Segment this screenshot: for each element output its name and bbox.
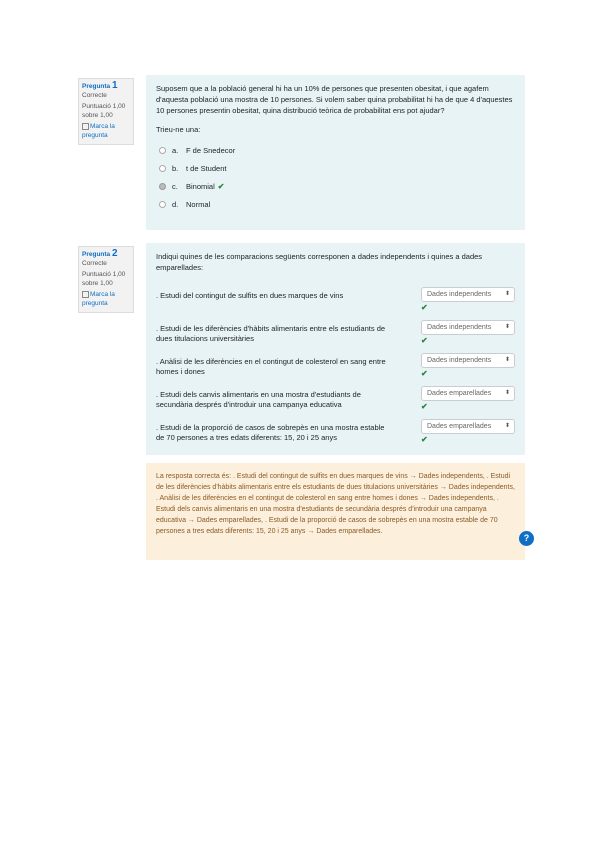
- question-text: Indiqui quines de les comparacions següents corresponen a dades independents i quines a dades emparellades:: [156, 252, 483, 272]
- question-score-line1: Puntuació 1,00: [82, 271, 126, 278]
- correct-check-icon: ✔: [217, 181, 225, 191]
- match-select[interactable]: [421, 287, 515, 302]
- select-value: Dades independents: [427, 291, 492, 298]
- feedback-text: La resposta correcta és: . Estudi del contingut de sulfits en dues marques de vins → Dades independents, . Estudi de les diferències d'hàbits alimentaris entre els estudiants de dues titulacions universitàries → Dades independents, . Anàlisi de les diferències en el contingut de colesterol en sang entre homes i dones → Dades independents, . Estudi dels canvis alimentaris en una mostra d'estudiants de secundària després d'introduir una campanya educativa → Dades emparellades, . Estudi de la proporció de casos de sobrepès en una mostra estable de 70 persones a tres edats diferents: 15, 20 i 25 anys → Dades emparellades.: [156, 473, 515, 535]
- select-value: Dades emparellades: [427, 423, 492, 430]
- option-label: F de Snedecor: [186, 145, 236, 155]
- option-letter: c.: [172, 181, 178, 191]
- option-label: t de Student: [186, 163, 227, 173]
- question-text: Suposem que a la població general hi ha un 10% de persones que presenten obesitat, i que agafem d'aquesta població una mostra de 10 persones. Si volem saber quina probabilitat hi ha de que 4 d'aquestes 10 persones presentin obesitat, quina distribució teòrica de probabilitat ens pot ajudar?: [156, 84, 513, 115]
- match-row-2: [156, 320, 515, 351]
- match-row-text: . Estudi de les diferències d'hàbits alimentaris entre els estudiants de dues titulacions universitàries: [156, 324, 386, 343]
- correct-check-icon: ✔: [421, 336, 428, 345]
- match-row-3: [156, 353, 515, 384]
- option-letter: d.: [172, 199, 179, 209]
- match-row-text: . Estudi del contingut de sulfits en dues marques de vins: [156, 291, 344, 300]
- select-value: Dades emparellades: [427, 390, 492, 397]
- answer-option-a[interactable]: [156, 141, 515, 159]
- option-label: Binomial: [186, 181, 215, 191]
- question-info-2: [78, 246, 134, 313]
- question-content-1: [146, 75, 525, 230]
- flag-question-link[interactable]: [82, 123, 130, 140]
- select-caret-icon: ⬍: [504, 291, 510, 297]
- flag-icon: [82, 123, 89, 130]
- match-select[interactable]: [421, 320, 515, 335]
- correct-check-icon: ✔: [421, 402, 428, 411]
- option-label: Normal: [186, 199, 211, 209]
- question-label: Pregunta: [82, 83, 111, 90]
- match-row-text: . Estudi de la proporció de casos de sobrepès en una mostra estable de 70 persones a tres edats diferents: 15, 20 i 25 anys: [156, 423, 385, 442]
- radio-button[interactable]: [159, 201, 166, 208]
- select-caret-icon: ⬍: [504, 324, 510, 330]
- correct-check-icon: ✔: [421, 435, 428, 444]
- option-letter: b.: [172, 163, 179, 173]
- match-row-text: . Estudi dels canvis alimentaris en una mostra d'estudiants de secundària després d'introduir una campanya educativa: [156, 390, 361, 409]
- flag-question-label: Marca la pregunta: [82, 291, 115, 307]
- question-label: Pregunta: [82, 251, 111, 258]
- match-row-5: [156, 419, 515, 450]
- question-number-value: 2: [111, 248, 118, 259]
- help-icon[interactable]: ?: [519, 531, 534, 546]
- question-score-line1: Puntuació 1,00: [82, 103, 126, 110]
- select-value: Dades independents: [427, 324, 492, 331]
- answer-option-d[interactable]: [156, 195, 515, 213]
- question-status: Correcte: [82, 91, 107, 99]
- select-caret-icon: ⬍: [504, 390, 510, 396]
- question-number: [82, 250, 130, 260]
- radio-button[interactable]: [159, 165, 166, 172]
- match-select[interactable]: [421, 419, 515, 434]
- correct-check-icon: ✔: [421, 369, 428, 378]
- match-row-1: [156, 287, 515, 318]
- answer-prompt: Trieu-ne una:: [156, 125, 201, 134]
- select-caret-icon: ⬍: [504, 357, 510, 363]
- select-value: Dades independents: [427, 357, 492, 364]
- flag-question-link[interactable]: [82, 291, 130, 308]
- radio-button[interactable]: [159, 147, 166, 154]
- select-caret-icon: ⬍: [504, 423, 510, 429]
- match-select[interactable]: [421, 353, 515, 368]
- flag-icon: [82, 291, 89, 298]
- question-score-line2: sobre 1,00: [82, 279, 113, 287]
- answer-option-b[interactable]: [156, 159, 515, 177]
- question-number-value: 1: [111, 80, 118, 91]
- answer-option-c[interactable]: [156, 177, 515, 195]
- question-info-1: [78, 78, 134, 145]
- question-score-line2: sobre 1,00: [82, 111, 113, 119]
- question-number: [82, 82, 130, 92]
- question-content-2: [146, 243, 525, 455]
- option-letter: a.: [172, 145, 179, 155]
- match-row-text: . Anàlisi de les diferències en el contingut de colesterol en sang entre homes i dones: [156, 357, 386, 376]
- match-row-4: [156, 386, 515, 417]
- radio-button-selected[interactable]: [159, 183, 166, 190]
- correct-answer-feedback: [146, 463, 525, 560]
- correct-check-icon: ✔: [421, 303, 428, 312]
- question-status: Correcte: [82, 259, 107, 267]
- flag-question-label: Marca la pregunta: [82, 123, 115, 139]
- match-select[interactable]: [421, 386, 515, 401]
